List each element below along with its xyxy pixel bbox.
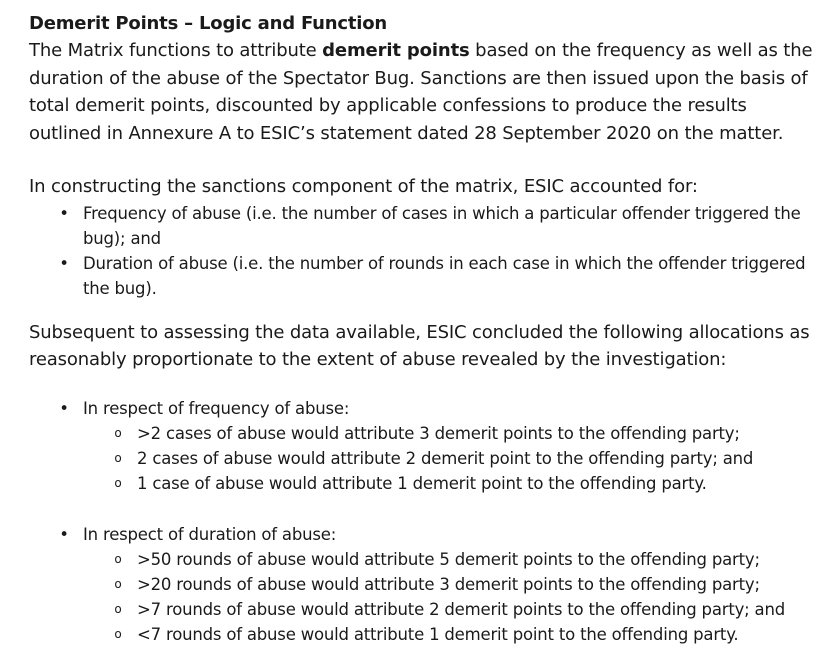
document bbox=[29, 11, 819, 647]
assessment-paragraph: Subsequent to assessing the data available, ESIC concluded the following allocations as reasonably proportionate to the extent of abuse revealed by the investigation: bbox=[29, 321, 810, 370]
sub-list-item bbox=[29, 421, 819, 446]
circle-bullet-icon: o bbox=[114, 475, 122, 490]
sub-list-item bbox=[29, 547, 819, 572]
sub-list-item-text: 1 case of abuse would attribute 1 demerit point to the offending party. bbox=[137, 473, 707, 493]
bullet-icon: • bbox=[59, 398, 69, 418]
list-item-text: Frequency of abuse (i.e. the number of cases in which a particular offender triggered the bug); and bbox=[83, 203, 801, 248]
bullet-icon: • bbox=[59, 524, 69, 544]
circle-bullet-icon: o bbox=[114, 626, 122, 641]
sub-list-item bbox=[29, 622, 819, 647]
circle-bullet-icon: o bbox=[114, 551, 122, 566]
sub-list-item-text: 2 cases of abuse would attribute 2 demerit point to the offending party; and bbox=[137, 448, 754, 468]
frequency-sublist bbox=[83, 421, 819, 496]
frequency-list bbox=[29, 396, 819, 496]
sub-list-item-text: <7 rounds of abuse would attribute 1 demerit point to the offending party. bbox=[137, 624, 739, 644]
intro-text-start: The Matrix functions to attribute bbox=[29, 40, 323, 61]
constructing-list bbox=[29, 201, 819, 301]
circle-bullet-icon: o bbox=[114, 425, 122, 440]
intro-text-end: based on the frequency as well as the duration of the abuse of the Spectator Bug. Sanctions are then issued upon the basis of total demerit points, discounted by applicable confessions to produce the results outlined in Annexure A to ESIC’s statement dated 28 September 2020 on the matter. bbox=[29, 40, 813, 144]
sub-list-item-text: >20 rounds of abuse would attribute 3 demerit points to the offending party; bbox=[137, 574, 760, 594]
circle-bullet-icon: o bbox=[114, 576, 122, 591]
duration-sublist bbox=[83, 547, 819, 647]
duration-label: In respect of duration of abuse: bbox=[83, 524, 337, 544]
list-item bbox=[29, 522, 819, 647]
sub-list-item bbox=[29, 446, 819, 471]
list-item bbox=[29, 396, 819, 496]
bullet-icon: • bbox=[59, 203, 69, 223]
list-item-text: Duration of abuse (i.e. the number of rounds in each case in which the offender triggered the bug). bbox=[83, 253, 806, 298]
sub-list-item-text: >2 cases of abuse would attribute 3 demerit points to the offending party; bbox=[137, 423, 740, 443]
bullet-icon: • bbox=[59, 253, 69, 273]
sub-list-item-text: >7 rounds of abuse would attribute 2 demerit points to the offending party; and bbox=[137, 599, 785, 619]
section-heading: Demerit Points – Logic and Function bbox=[29, 13, 388, 34]
frequency-label: In respect of frequency of abuse: bbox=[83, 398, 350, 418]
intro-paragraph bbox=[29, 37, 819, 147]
list-item bbox=[29, 201, 819, 251]
circle-bullet-icon: o bbox=[114, 601, 122, 616]
constructing-lead: In constructing the sanctions component of the matrix, ESIC accounted for: bbox=[29, 176, 698, 197]
sub-list-item bbox=[29, 597, 819, 622]
circle-bullet-icon: o bbox=[114, 450, 122, 465]
list-item bbox=[29, 251, 819, 301]
duration-list bbox=[29, 522, 819, 647]
sub-list-item bbox=[29, 572, 819, 597]
sub-list-item-text: >50 rounds of abuse would attribute 5 demerit points to the offending party; bbox=[137, 549, 760, 569]
intro-bold-term: demerit points bbox=[322, 40, 470, 61]
sub-list-item bbox=[29, 471, 819, 496]
